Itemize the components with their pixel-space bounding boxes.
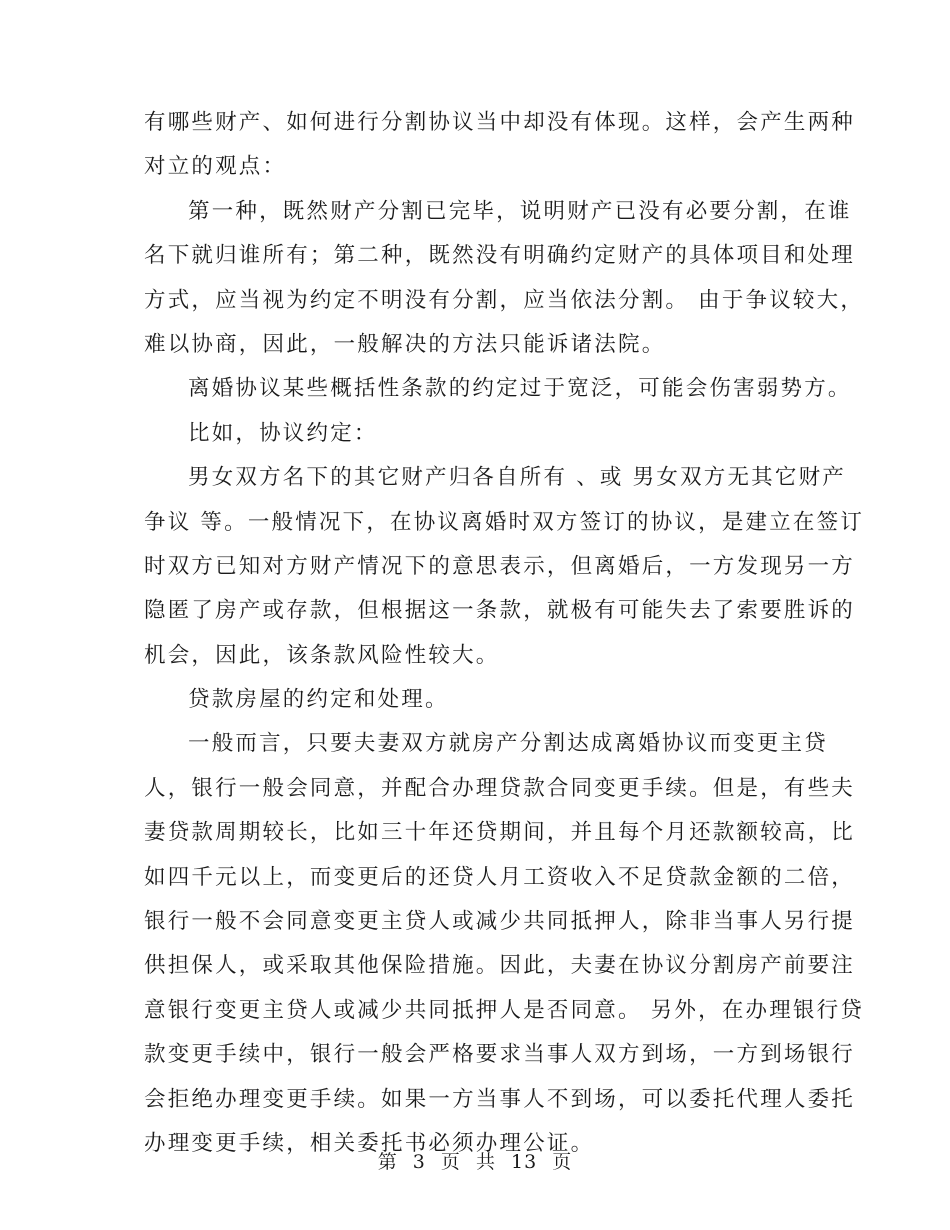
text-line: 难以协商，因此，一般解决的方法只能诉诸法院。: [144, 331, 666, 357]
text-line: 妻贷款周期较长，比如三十年还贷期间，并且每个月还款额较高，比: [144, 820, 856, 846]
text-line: 会拒绝办理变更手续。如果一方当事人不到场，可以委托代理人委托: [144, 1086, 856, 1112]
text-line: 名下就归谁所有；第二种，既然没有明确约定财产的具体项目和处理: [144, 243, 856, 269]
text-line: 时双方已知对方财产情况下的意思表示，但离婚后，一方发现另一方: [144, 553, 856, 579]
text-line: 男女双方名下的其它财产归各自所有 、或 男女双方无其它财产: [188, 465, 846, 491]
body-text: [144, 101, 865, 1166]
text-line: 银行一般不会同意变更主贷人或减少共同抵押人，除非当事人另行提: [144, 909, 856, 935]
text-line: 机会，因此，该条款风险性较大。: [144, 642, 500, 668]
text-line: 意银行变更主贷人或减少共同抵押人是否同意。 另外，在办理银行贷: [144, 997, 865, 1023]
text-line: 款变更手续中，银行一般会严格要求当事人双方到场，一方到场银行: [144, 1042, 856, 1068]
text-line: 有哪些财产、如何进行分割协议当中却没有体现。这样，会产生两种: [144, 110, 856, 135]
text-line: 办理变更手续，相关委托书必须办理公证。: [144, 1130, 595, 1156]
text-line: 隐匿了房产或存款，但根据这一条款，就极有可能失去了索要胜诉的: [144, 598, 856, 624]
text-line: 贷款房屋的约定和处理。: [188, 687, 449, 713]
text-line: 比如，协议约定：: [188, 420, 378, 446]
text-line: 方式，应当视为约定不明没有分割，应当依法分割。 由于争议较大，: [144, 287, 865, 313]
text-line: 争议 等。一般情况下，在协议离婚时双方签订的协议，是建立在签订: [144, 509, 865, 535]
text-line: 对立的观点：: [144, 154, 287, 180]
text-line: 离婚协议某些概括性条款的约定过于宽泛，可能会伤害弱势方。: [188, 376, 852, 402]
text-line: 一般而言，只要夫妻双方就房产分割达成离婚协议而变更主贷: [188, 731, 828, 757]
document-body: [144, 101, 865, 1166]
page-number-footer: 第 3 页 共 13 页: [377, 1151, 573, 1173]
text-line: 第一种，既然财产分割已完毕，说明财产已没有必要分割，在谁: [188, 198, 852, 224]
text-line: 供担保人，或采取其他保险措施。因此，夫妻在协议分割房产前要注: [144, 953, 856, 979]
text-line: 如四千元以上，而变更后的还贷人月工资收入不足贷款金额的二倍，: [144, 864, 856, 890]
text-line: 人，银行一般会同意，并配合办理贷款合同变更手续。但是，有些夫: [144, 775, 856, 801]
